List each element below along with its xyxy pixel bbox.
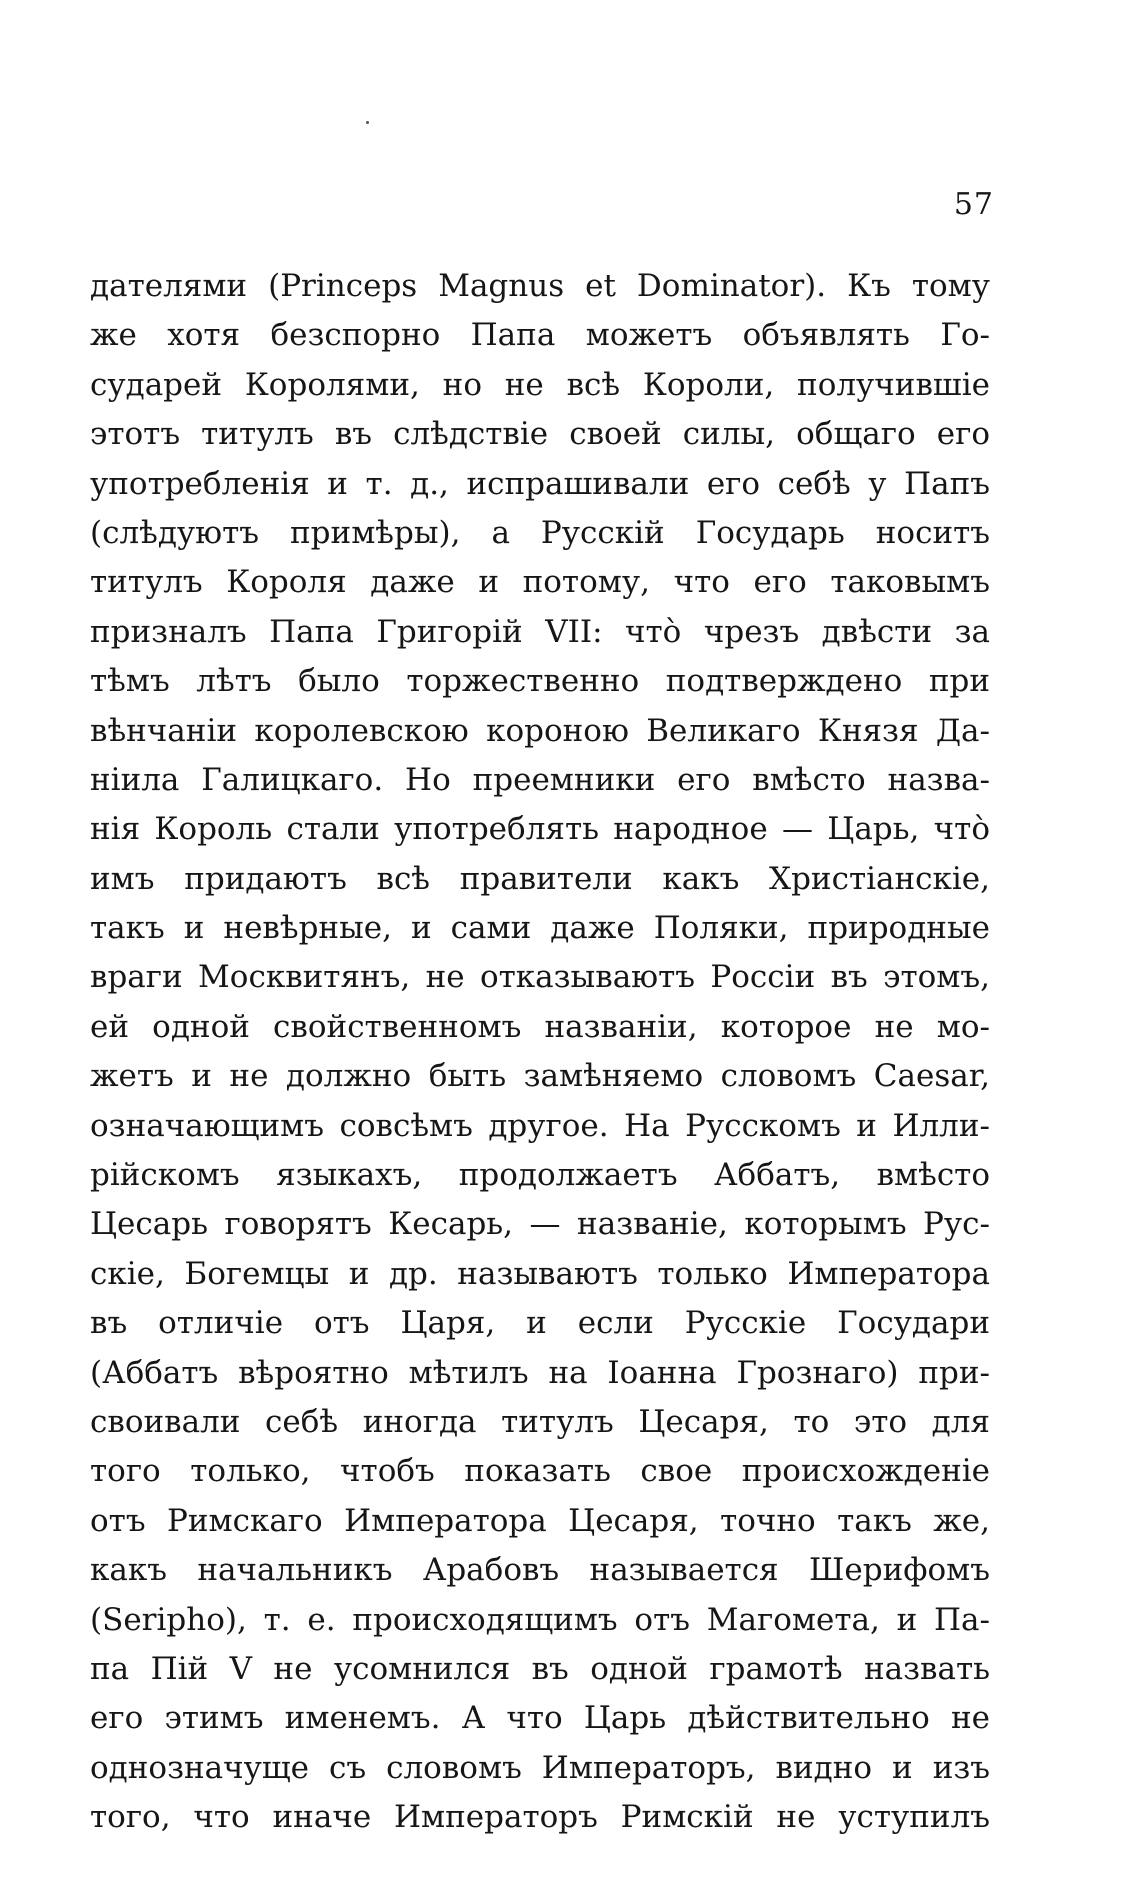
text-line: (слѣдуютъ примѣры), а Русскій Государь носитъ <box>90 514 990 551</box>
text-line: означающимъ совсѣмъ другое. На Русскомъ и Илли- <box>90 1107 990 1144</box>
text-line: того, что иначе Императоръ Римскій не уступилъ <box>90 1799 990 1836</box>
text-line: сударей Королями, но не всѣ Короли, получившіе <box>90 366 990 403</box>
text-line: тѣмъ лѣтъ было торжественно подтверждено при <box>90 663 990 700</box>
text-line: вѣнчаніи королевскою короною Великаго Князя Да- <box>90 712 990 749</box>
text-line: (Аббатъ вѣроятно мѣтилъ на Іоанна Грознаго) при- <box>90 1354 990 1391</box>
text-line: скіе, Богемцы и др. называютъ только Императора <box>90 1255 990 1292</box>
text-line: ніила Галицкаго. Но преемники его вмѣсто назва- <box>90 761 990 798</box>
text-line: нія Король стали употреблять народное — Царь, что̀ <box>90 811 990 848</box>
text-line: этотъ титулъ въ слѣдствіе своей силы, общаго его <box>90 416 990 453</box>
text-line: имъ придаютъ всѣ правители какъ Христіанскіе, <box>90 860 990 897</box>
text-line: призналъ Папа Григорій VII: что̀ чрезъ двѣсти за <box>90 613 990 650</box>
print-speck <box>366 121 369 124</box>
text-line: (Seripho), т. е. происходящимъ отъ Магомета, и Па- <box>90 1601 990 1638</box>
text-line: Цесарь говорятъ Кесарь, — названіе, которымъ Рус- <box>90 1206 990 1243</box>
text-line: рійскомъ языкахъ, продолжаетъ Аббатъ, вмѣсто <box>90 1157 990 1194</box>
text-line: дателями (Princeps Magnus et Dominator). Къ тому <box>90 268 990 304</box>
text-line: его этимъ именемъ. А что Царь дѣйствительно не <box>90 1700 990 1737</box>
text-line: па Пій V не усомнился въ одной грамотѣ назвать <box>90 1650 990 1687</box>
text-body <box>90 262 990 1843</box>
page-number: 57 <box>953 187 994 222</box>
text-line: какъ начальникъ Арабовъ называется Шерифомъ <box>90 1552 990 1589</box>
text-line: жетъ и не должно быть замѣняемо словомъ Caesar, <box>90 1058 990 1095</box>
text-line: ей одной свойственномъ названіи, которое не мо- <box>90 1008 990 1045</box>
text-line: же хотя безспорно Папа можетъ объявлять Го- <box>90 317 990 354</box>
text-line: въ отличіе отъ Царя, и если Русскіе Государи <box>90 1305 990 1342</box>
text-line: отъ Римскаго Императора Цесаря, точно такъ же, <box>90 1502 990 1539</box>
text-line: того только, чтобъ показать свое происхожденіе <box>90 1453 990 1490</box>
text-line: употребленія и т. д., испрашивали его себѣ у Папъ <box>90 465 990 502</box>
text-line: такъ и невѣрные, и сами даже Поляки, природные <box>90 910 990 947</box>
text-line: своивали себѣ иногда титулъ Цесаря, то это для <box>90 1403 990 1440</box>
text-line: враги Москвитянъ, не отказываютъ Россіи въ этомъ, <box>90 959 990 996</box>
text-line: титулъ Короля даже и потому, что его таковымъ <box>90 564 990 601</box>
text-line: однозначуще съ словомъ Императоръ, видно и изъ <box>90 1749 990 1786</box>
